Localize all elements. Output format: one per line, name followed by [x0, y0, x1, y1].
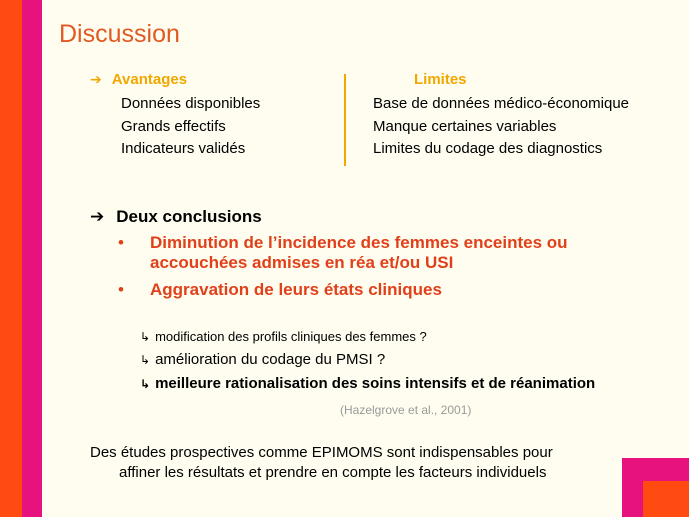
- advantage-item: Données disponibles: [121, 95, 261, 112]
- limit-item: Base de données médico-économique: [373, 95, 630, 112]
- conclusions-heading-row: [90, 207, 262, 227]
- footer-text: [90, 443, 630, 483]
- bullet-text-line: Diminution de l’incidence des femmes enceintes ou: [150, 233, 568, 252]
- advantages-list: [121, 93, 260, 161]
- corner-orange-square: [643, 481, 689, 517]
- hint-text: modification des profils cliniques des femmes ?: [155, 329, 427, 344]
- limit-item: Manque certaines variables: [373, 117, 557, 135]
- right-arrow-icon: ➔: [90, 207, 105, 227]
- advantage-item: Grands effectifs: [121, 117, 226, 135]
- bullet-text-line: Aggravation de leurs états cliniques: [150, 280, 442, 299]
- hint-item: [140, 375, 595, 392]
- hint-item: [140, 329, 427, 344]
- advantages-heading-row: [90, 71, 187, 88]
- advantages-heading: Avantages: [111, 71, 188, 88]
- limit-item: Limites du codage des diagnostics: [373, 140, 603, 157]
- hint-item: [140, 351, 385, 368]
- column-divider: [344, 74, 346, 166]
- limits-list: [373, 93, 629, 161]
- bullet-item: [118, 280, 568, 300]
- conclusions-heading: Deux conclusions: [116, 207, 262, 226]
- conclusions-bullets: [118, 233, 568, 307]
- left-orange-bar: [0, 0, 22, 517]
- footer-line: affiner les résultats et prendre en compte les facteurs individuels: [119, 464, 547, 481]
- limits-heading: Limites: [414, 71, 467, 88]
- right-arrow-icon: ➔: [90, 72, 102, 88]
- hook-arrow-icon: ↳: [140, 353, 151, 367]
- bullet-item: [118, 233, 568, 273]
- hint-text: meilleure rationalisation des soins intensifs et de réanimation: [155, 375, 596, 392]
- bullet-dot-icon: •: [118, 280, 124, 299]
- left-pink-bar: [22, 0, 42, 517]
- bullet-dot-icon: •: [118, 233, 124, 252]
- advantage-item: Indicateurs validés: [121, 140, 246, 157]
- bullet-text-line: accouchées admises en réa et/ou USI: [150, 253, 454, 272]
- hook-arrow-icon: ↳: [140, 330, 151, 344]
- footer-line: Des études prospectives comme EPIMOMS sont indispensables pour: [90, 444, 553, 461]
- hint-text: amélioration du codage du PMSI ?: [155, 351, 386, 368]
- hook-arrow-icon: ↳: [140, 377, 151, 391]
- slide-title: Discussion: [59, 20, 180, 48]
- citation: (Hazelgrove et al., 2001): [340, 403, 472, 417]
